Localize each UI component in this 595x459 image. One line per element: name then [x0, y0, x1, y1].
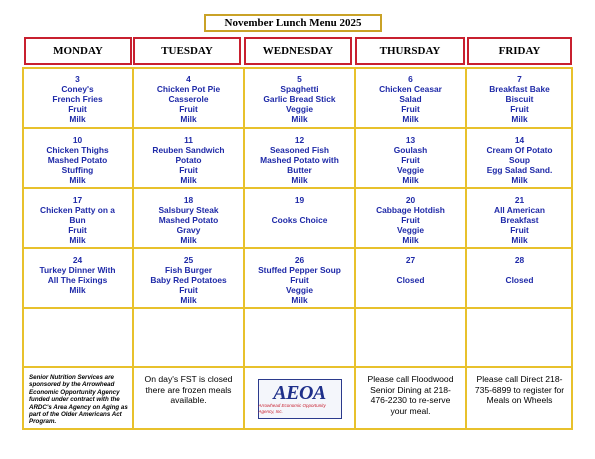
menu-item: Veggie: [286, 104, 313, 114]
menu-item: Chicken Ceasar: [379, 84, 442, 94]
menu-item: Milk: [511, 114, 528, 124]
day-date: 21: [514, 195, 525, 205]
menu-item: Salsbury Steak: [158, 205, 219, 215]
menu-day-cell: [355, 67, 466, 128]
day-date: 17: [72, 195, 83, 205]
day-date: 7: [517, 74, 522, 84]
menu-day-cell: [355, 188, 466, 248]
menu-day-cell: [244, 248, 355, 308]
fst-note: On day's FST is closed there are frozen meals available.: [133, 367, 244, 430]
day-date: 18: [183, 195, 194, 205]
menu-item: Fruit: [68, 104, 87, 114]
menu-item: Breakfast Bake: [489, 84, 550, 94]
menu-item: Fruit: [510, 225, 529, 235]
menu-item: Mashed Potato: [158, 215, 219, 225]
menu-item: Casserole: [168, 94, 209, 104]
menu-day-cell: [355, 128, 466, 188]
menu-item: Potato: [175, 155, 202, 165]
menu-item: Baby Red Potatoes: [150, 275, 227, 285]
menu-item: Fruit: [401, 104, 420, 114]
empty-cell: [355, 308, 466, 367]
menu-item: Milk: [180, 175, 197, 185]
menu-item: Fruit: [401, 155, 420, 165]
menu-day-cell: [133, 67, 244, 128]
day-date: 26: [294, 255, 305, 265]
menu-item: Gravy: [176, 225, 201, 235]
menu-day-cell: [133, 188, 244, 248]
empty-cell: [22, 308, 133, 367]
menu-item: Salad: [399, 94, 422, 104]
menu-item: Bun: [69, 215, 86, 225]
menu-item: Biscuit: [505, 94, 534, 104]
menu-item: Spaghetti: [280, 84, 319, 94]
menu-item: Milk: [69, 285, 86, 295]
day-date: 14: [514, 135, 525, 145]
menu-day-cell: [466, 67, 573, 128]
menu-item: Breakfast: [500, 215, 539, 225]
menu-day-cell: [22, 67, 133, 128]
day-date: 25: [183, 255, 194, 265]
day-date: 19: [294, 195, 305, 205]
menu-item: Milk: [402, 235, 419, 245]
menu-day-cell: [133, 128, 244, 188]
menu-item: Cooks Choice: [271, 215, 328, 225]
menu-item: Coney's: [61, 84, 94, 94]
menu-item: [245, 205, 354, 215]
menu-item: Fruit: [401, 215, 420, 225]
menu-item: Fruit: [510, 104, 529, 114]
menu-day-cell: [22, 128, 133, 188]
menu-item: Fish Burger: [165, 265, 212, 275]
menu-item: Milk: [69, 114, 86, 124]
menu-item: Milk: [291, 295, 308, 305]
logo-text: AEOA: [273, 381, 326, 404]
menu-day-cell: [22, 248, 133, 308]
menu-item: Closed: [505, 275, 534, 285]
menu-item: Milk: [291, 175, 308, 185]
menu-item: Veggie: [397, 165, 424, 175]
menu-item: Fruit: [179, 104, 198, 114]
menu-title: November Lunch Menu 2025: [204, 14, 382, 32]
menu-item: All The Fixings: [47, 275, 108, 285]
menu-item: Veggie: [286, 285, 313, 295]
menu-item: Mashed Potato with: [260, 155, 339, 165]
menu-item: Milk: [180, 295, 197, 305]
day-date: 5: [297, 74, 302, 84]
day-date: 11: [184, 135, 193, 145]
menu-item: Fruit: [290, 275, 309, 285]
menu-item: Turkey Dinner With: [39, 265, 116, 275]
menu-item: Milk: [69, 175, 86, 185]
menu-item: Seasoned Fish: [269, 145, 330, 155]
sponsor-note: Senior Nutrition Services are sponsored by the Arrowhead Economic Opportunity Agency funded under contract with the ARDC's Area Agency on Aging as part of the Older Americans Act Program.: [22, 367, 133, 430]
day-date: 28: [514, 255, 525, 265]
menu-item: All American: [494, 205, 545, 215]
day-date: 3: [75, 74, 80, 84]
menu-day-cell: [466, 248, 573, 308]
menu-item: Cabbage Hotdish: [376, 205, 445, 215]
day-date: 4: [186, 74, 191, 84]
day-date: 20: [405, 195, 416, 205]
menu-day-cell: [244, 188, 355, 248]
day-header-monday: MONDAY: [24, 37, 132, 65]
day-header-tuesday: TUESDAY: [133, 37, 241, 65]
direct-note: Please call Direct 218-735-6899 to register for Meals on Wheels: [466, 367, 573, 430]
empty-cell: [133, 308, 244, 367]
menu-item: Fruit: [179, 165, 198, 175]
logo-cell: [244, 367, 355, 430]
day-header-thursday: THURSDAY: [355, 37, 465, 65]
menu-day-cell: [355, 248, 466, 308]
menu-item: Milk: [402, 175, 419, 185]
menu-item: [467, 265, 572, 275]
menu-item: Butter: [287, 165, 312, 175]
menu-item: Goulash: [393, 145, 428, 155]
day-header-friday: FRIDAY: [467, 37, 572, 65]
day-date: 27: [405, 255, 416, 265]
menu-item: Milk: [180, 114, 197, 124]
menu-item: Chicken Pot Pie: [156, 84, 221, 94]
menu-item: Reuben Sandwich: [152, 145, 225, 155]
menu-item: Garlic Bread Stick: [263, 94, 336, 104]
aeoa-logo: [258, 379, 342, 419]
menu-item: Closed: [396, 275, 425, 285]
day-date: 6: [408, 74, 413, 84]
day-date: 10: [72, 135, 83, 145]
menu-item: Milk: [511, 175, 528, 185]
menu-item: Chicken Patty on a: [40, 205, 115, 215]
menu-item: Cream Of Potato: [486, 145, 553, 155]
menu-item: Milk: [69, 235, 86, 245]
day-header-wednesday: WEDNESDAY: [244, 37, 352, 65]
floodwood-note: Please call Floodwood Senior Dining at 218-476-2230 to re-serve your meal.: [355, 367, 466, 430]
menu-item: Milk: [291, 114, 308, 124]
menu-item: Fruit: [179, 285, 198, 295]
menu-day-cell: [466, 128, 573, 188]
logo-subtext: Arrowhead Economic Opportunity Agency, Inc.: [258, 402, 326, 414]
menu-item: Soup: [509, 155, 530, 165]
empty-cell: [466, 308, 573, 367]
menu-item: Milk: [402, 114, 419, 124]
menu-item: Mashed Potato: [47, 155, 108, 165]
menu-day-cell: [466, 188, 573, 248]
day-date: 12: [294, 135, 305, 145]
menu-item: Stuffing: [61, 165, 94, 175]
menu-item: Fruit: [68, 225, 87, 235]
menu-day-cell: [22, 188, 133, 248]
menu-item: Stuffed Pepper Soup: [258, 265, 341, 275]
menu-item: Egg Salad Sand.: [486, 165, 553, 175]
menu-day-cell: [244, 67, 355, 128]
empty-cell: [244, 308, 355, 367]
menu-item: Milk: [180, 235, 197, 245]
menu-day-cell: [133, 248, 244, 308]
menu-item: Milk: [511, 235, 528, 245]
menu-item: Chicken Thighs: [46, 145, 109, 155]
menu-day-cell: [244, 128, 355, 188]
menu-item: [356, 265, 465, 275]
menu-item: French Fries: [52, 94, 103, 104]
day-date: 13: [405, 135, 416, 145]
menu-item: Veggie: [397, 225, 424, 235]
day-date: 24: [72, 255, 83, 265]
